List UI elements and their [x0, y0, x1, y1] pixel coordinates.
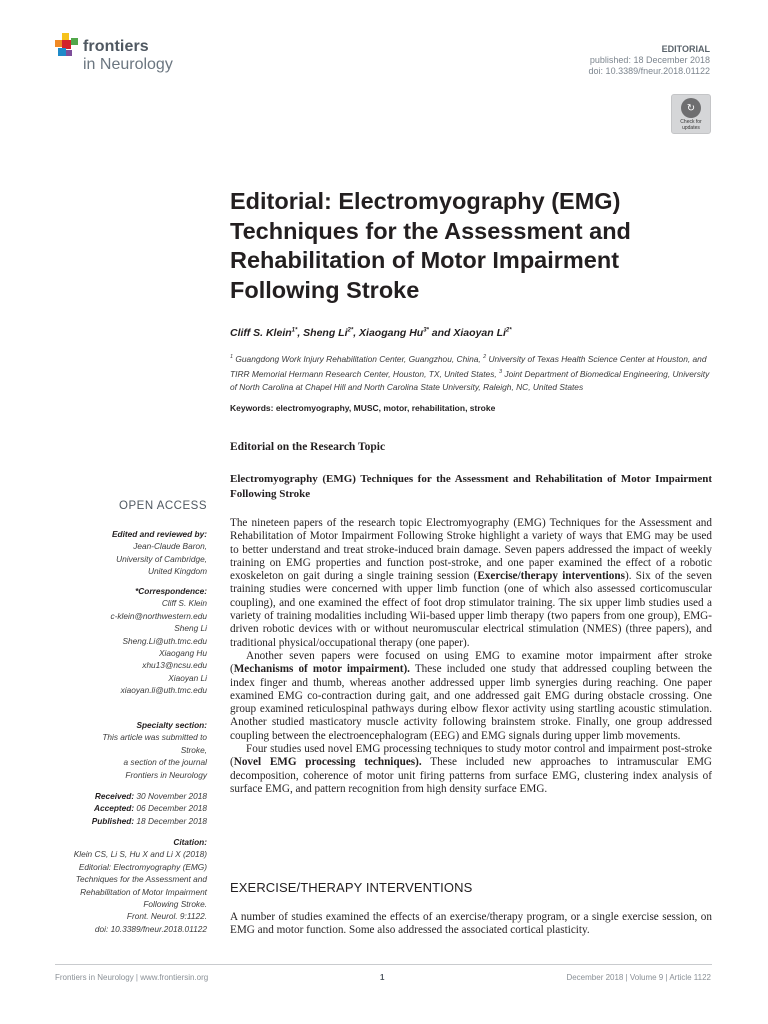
accepted-label: Accepted: — [94, 803, 135, 814]
citation-doi[interactable]: doi: 10.3389/fneur.2018.01122 — [94, 923, 207, 934]
dates-info — [52, 790, 207, 827]
published-date-side — [52, 815, 207, 827]
publication-info — [589, 44, 710, 77]
section-heading: EXERCISE/THERAPY INTERVENTIONS — [230, 880, 473, 895]
published-value: 18 December 2018 — [134, 815, 207, 826]
section-text: A number of studies examined the effects of an exercise/therapy program, or a single exercise session, on EMG and motor function. Some also addressed the associated cortical plasticity. — [230, 911, 712, 937]
body-text: The nineteen papers of the research topic Electromyography (EMG) Techniques for the Assessment and Rehabilitation of Motor Impairment Following Stroke highlight a variety of ways that EMG may be used to better understand and treat stroke-induced brain damage. Seven papers addressed the impact of weekly training on EMG properties and function post-stroke, and one paper examined the effect of a robotic exoskeleton on gait during a single training session ( — [230, 517, 712, 583]
correspondence-email[interactable]: xhu13@ncsu.edu — [142, 660, 207, 671]
citation-info — [52, 836, 207, 935]
journal-logo[interactable] — [55, 33, 195, 79]
received-label: Received: — [94, 791, 135, 801]
received-value: 30 November 2018 — [134, 791, 207, 801]
affiliations — [230, 351, 715, 394]
body-paragraph — [230, 743, 712, 796]
correspondence-info — [52, 585, 207, 697]
body-text: ). Six of the seven training studies were concerned with upper limb function (one of which also assessed corticomuscular coupling), and one examined the effect of foot drop stimulator training. The six upper limb studies used a variety of training modalities including Wii-based upper limb therapy (two papers from one group), EMG-driven robotic devices with or without neuromuscular electrical stimulation (NMES) (three papers), and traditional physical/occupational therapy (one paper). — [230, 570, 712, 649]
editor-institution: University of Cambridge, — [116, 553, 207, 564]
author-affiliation-marker: 1* — [291, 327, 298, 334]
accepted-value: 06 December 2018 — [134, 803, 207, 814]
check-for-updates-button[interactable] — [671, 94, 711, 134]
article-title: Editorial: Electromyography (EMG) Techniques for the Assessment and Rehabilitation of Motor Impairment Following Stroke — [230, 188, 631, 303]
frontiers-logo-icon — [55, 33, 81, 63]
correspondence-email[interactable]: Sheng.Li@uth.tmc.edu — [122, 635, 207, 646]
author-affiliation-marker: 3* — [423, 327, 429, 334]
edited-label: Edited and reviewed by: — [112, 529, 207, 539]
affiliation-text: Joint Department of Biomedical Engineering, University of North Carolina at Chapel Hill and North Carolina State University, Raleigh, NC, United States — [230, 368, 710, 393]
specialty-line: Frontiers in Neurology — [125, 769, 207, 780]
specialty-line: This article was submitted to — [102, 732, 207, 743]
body-text: These included one study that addressed coupling between the index finger and thumb, whereas another addressed upper limb synergies during reaching. One paper examined EMG co-contraction during gait, and one addressed gait EMG during obstacle crossing. One group examined reticulospinal pathways during elbow flexor activity using startling acoustic stimulation. Another studied masticatory muscle activity following brainstem stroke. Finally, one group addressed coupling between the electroencephalogram (EEG) and EMG signals during upper limb movements. — [230, 663, 712, 742]
affiliation-marker: 1 — [230, 354, 234, 360]
citation-label: Citation: — [173, 837, 207, 847]
page-number: 1 — [380, 973, 385, 982]
author-name[interactable]: Sheng Li — [303, 327, 348, 339]
check-updates-label: Check for updates — [680, 119, 702, 131]
specialty-line: Stroke, — [180, 744, 207, 755]
author-affiliation-marker: 2* — [505, 327, 512, 334]
specialty-info — [52, 719, 207, 781]
author-list — [230, 327, 512, 339]
published-date: published: 18 December 2018 — [589, 55, 710, 65]
author-name[interactable]: Cliff S. Klein — [230, 327, 292, 339]
specialty-label: Specialty section: — [136, 720, 207, 730]
body-paragraph — [230, 517, 712, 650]
correspondence-email[interactable]: c-klein@northwestern.edu — [110, 610, 207, 621]
editor-info — [52, 528, 207, 578]
open-access-label: OPEN ACCESS — [119, 500, 207, 512]
section-reference[interactable]: Mechanisms of motor impairment). — [233, 663, 410, 676]
correspondence-name: Sheng Li — [174, 623, 207, 634]
author-separator: , — [297, 327, 304, 339]
logo-name: frontiers — [83, 38, 149, 55]
section-reference[interactable]: Novel EMG processing techniques). — [233, 756, 422, 769]
citation-line: Klein CS, Li S, Hu X and Li X (2018) — [73, 849, 207, 860]
editor-country: United Kingdom — [147, 566, 207, 577]
specialty-line: a section of the journal — [123, 757, 207, 768]
section-reference[interactable]: Exercise/therapy interventions — [477, 570, 625, 583]
article-type: EDITORIAL — [661, 44, 710, 54]
affiliation-marker: 2 — [483, 354, 487, 360]
correspondence-email[interactable]: xiaoyan.li@uth.tmc.edu — [120, 685, 207, 696]
published-label: Published: — [91, 815, 135, 826]
correspondence-name: Cliff S. Klein — [161, 598, 207, 609]
refresh-icon: ↻ — [681, 98, 701, 118]
keywords — [230, 403, 495, 413]
body-text: Another seven papers were focused on using EMG to examine motor impairment after stroke ( — [230, 649, 712, 676]
author-affiliation-marker: 2* — [347, 327, 354, 334]
correspondence-name: Xiaogang Hu — [159, 648, 207, 659]
citation-line: Techniques for the Assessment and — [75, 874, 207, 885]
affiliation-text: University of Texas Health Science Center at Houston, and TIRR Memorial Hermann Research Center, Houston, TX, United States, — [230, 353, 707, 379]
citation-line: Rehabilitation of Motor Impairment — [80, 886, 207, 897]
body-paragraph — [230, 650, 712, 743]
keywords-text: electromyography, MUSC, motor, rehabilitation, stroke — [273, 403, 496, 413]
logo-journal: in Neurology — [83, 56, 173, 73]
body-text: These included new approaches to intramuscular EMG decomposition, coherence of motor unit firing patterns from surface EMG, clustering index analysis of surface EMG, and pattern recognition from high density surface EMG. — [230, 756, 712, 795]
article-body — [230, 517, 712, 796]
body-text: Four studies used novel EMG processing techniques to study motor control and impairment post-stroke ( — [230, 743, 712, 769]
author-separator: and — [428, 327, 454, 339]
affiliation-marker: 3 — [499, 369, 503, 376]
author-name[interactable]: Xiaoyan Li — [453, 327, 506, 339]
received-date — [52, 790, 207, 802]
footer-journal-link[interactable]: Frontiers in Neurology | www.frontiersin.org — [55, 973, 209, 982]
correspondence-name: Xiaoyan Li — [168, 672, 207, 683]
citation-line: Editorial: Electromyography (EMG) — [78, 861, 207, 872]
footer-divider — [55, 964, 712, 965]
citation-line: Following Stroke. — [143, 899, 207, 910]
citation-line: Front. Neurol. 9:1122. — [126, 911, 207, 922]
keywords-label: Keywords: — [230, 403, 274, 413]
correspondence-label: *Correspondence: — [135, 586, 207, 596]
affiliation-text: Guangdong Work Injury Rehabilitation Center, Guangzhou, China, — [233, 353, 484, 364]
editor-name: Jean-Claude Baron, — [133, 541, 207, 552]
author-name[interactable]: Xiaogang Hu — [359, 327, 424, 339]
doi-link[interactable]: doi: 10.3389/fneur.2018.01122 — [588, 66, 710, 76]
topic-heading: Editorial on the Research Topic — [230, 441, 386, 453]
research-topic-title[interactable]: Electromyography (EMG) Techniques for the Assessment and Rehabilitation of Motor Impairment Following Stroke — [230, 473, 712, 500]
footer-issue-info: December 2018 | Volume 9 | Article 1122 — [566, 973, 711, 982]
author-separator: , — [353, 327, 360, 339]
accepted-date — [52, 802, 207, 814]
